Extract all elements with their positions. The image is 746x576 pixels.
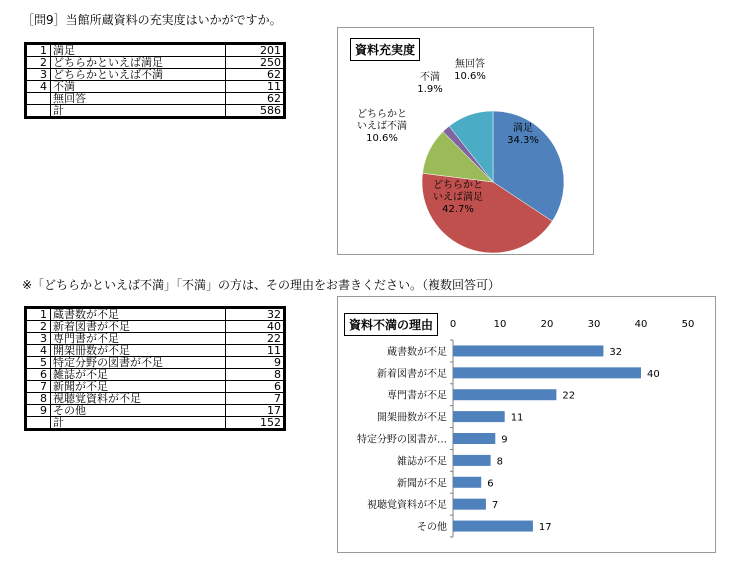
- satisfaction-row: [26, 57, 285, 69]
- satisfaction-row-value: 62: [226, 69, 285, 81]
- satisfaction-row-label: 計: [51, 105, 226, 118]
- reason-row-number: 7: [26, 381, 51, 393]
- reason-row: [26, 369, 285, 381]
- satisfaction-row-value: 11: [226, 81, 285, 93]
- satisfaction-row: [26, 69, 285, 81]
- reason-row: [26, 321, 285, 333]
- reason-row-number: 3: [26, 333, 51, 345]
- satisfaction-row-number: [26, 105, 51, 118]
- reason-row-label: 視聴覚資料が不足: [51, 393, 226, 405]
- bar-chart-title: 資料不満の理由: [344, 313, 438, 336]
- reason-row: [26, 417, 285, 430]
- reason-row-value: 32: [226, 308, 285, 321]
- pie-slice-label: どちらかといえば満足 42.7%: [433, 180, 483, 215]
- pie-chart-title: 資料充実度: [350, 38, 420, 61]
- satisfaction-row-number: 2: [26, 57, 51, 69]
- reason-row-value: 9: [226, 357, 285, 369]
- pie-slice-label: 不満 1.9%: [417, 72, 443, 95]
- satisfaction-row-label: 満足: [51, 44, 226, 57]
- reason-row: [26, 333, 285, 345]
- bar: [453, 499, 486, 510]
- bar: [453, 521, 533, 532]
- reason-row-number: 2: [26, 321, 51, 333]
- category-label: 雑誌が不足: [397, 456, 447, 468]
- bar: [453, 411, 505, 422]
- satisfaction-row: [26, 105, 285, 118]
- reason-row: [26, 381, 285, 393]
- pie-slice-label: 無回答 10.6%: [454, 59, 486, 82]
- reason-row-number: 1: [26, 308, 51, 321]
- x-tick-label: 10: [493, 319, 507, 330]
- category-label: 新着図書が不足: [377, 368, 447, 380]
- reason-row-label: 新聞が不足: [51, 381, 226, 393]
- reason-row: [26, 345, 285, 357]
- satisfaction-table: [24, 42, 286, 119]
- category-label: 蔵書数が不足: [387, 346, 447, 358]
- bar-chart: [338, 297, 715, 552]
- x-tick-label: 40: [634, 319, 648, 330]
- category-label: その他: [417, 522, 447, 534]
- reason-row-number: 9: [26, 405, 51, 417]
- reason-row-number: 4: [26, 345, 51, 357]
- x-tick-label: 50: [681, 319, 695, 330]
- category-label: 視聴覚資料が不足: [367, 500, 447, 512]
- reason-row-number: 8: [26, 393, 51, 405]
- x-tick-label: 0: [449, 319, 457, 330]
- satisfaction-row: [26, 93, 285, 105]
- bar: [453, 433, 495, 444]
- satisfaction-row-value: 201: [226, 44, 285, 57]
- category-label: 特定分野の図書が…: [357, 434, 447, 446]
- bar-value-label: 7: [491, 500, 499, 512]
- pie-chart-frame: [337, 27, 594, 255]
- reason-row-number: 6: [26, 369, 51, 381]
- reason-row: [26, 393, 285, 405]
- bar-value-label: 8: [496, 456, 503, 468]
- bar-value-label: 22: [562, 390, 576, 402]
- bar-value-label: 6: [487, 478, 494, 490]
- bar: [453, 477, 481, 488]
- reason-row-value: 152: [226, 417, 285, 430]
- x-tick-label: 30: [587, 319, 601, 330]
- reason-row: [26, 357, 285, 369]
- reason-row-label: 専門書が不足: [51, 333, 226, 345]
- bar-value-label: 9: [501, 434, 508, 446]
- satisfaction-row-value: 586: [226, 105, 285, 118]
- satisfaction-row-label: 不満: [51, 81, 226, 93]
- bar: [453, 389, 556, 400]
- x-tick-label: 20: [540, 319, 554, 330]
- satisfaction-row-number: 3: [26, 69, 51, 81]
- satisfaction-row-label: 無回答: [51, 93, 226, 105]
- reason-row-label: 蔵書数が不足: [51, 308, 226, 321]
- reason-row-label: 開架冊数が不足: [51, 345, 226, 357]
- reason-row-label: 新着図書が不足: [51, 321, 226, 333]
- satisfaction-row-number: [26, 93, 51, 105]
- reason-row-number: [26, 417, 51, 430]
- bar-value-label: 32: [609, 346, 623, 358]
- reason-row-label: 計: [51, 417, 226, 430]
- reason-row-value: 40: [226, 321, 285, 333]
- reason-row-label: 特定分野の図書が不足: [51, 357, 226, 369]
- satisfaction-row-number: 4: [26, 81, 51, 93]
- bar-value-label: 17: [538, 522, 552, 534]
- bar: [453, 345, 603, 356]
- reason-row-value: 22: [226, 333, 285, 345]
- pie-chart: [338, 28, 593, 254]
- reason-row-label: 雑誌が不足: [51, 369, 226, 381]
- category-label: 専門書が不足: [387, 390, 447, 402]
- satisfaction-row-label: どちらかといえば不満: [51, 69, 226, 81]
- question-9-title: ［問9］当館所蔵資料の充実度はいかがですか。: [22, 13, 282, 27]
- reason-row-value: 17: [226, 405, 285, 417]
- reason-row-label: その他: [51, 405, 226, 417]
- bar-value-label: 40: [647, 368, 660, 380]
- category-label: 開架冊数が不足: [377, 412, 447, 424]
- reason-row-number: 5: [26, 357, 51, 369]
- reason-row-value: 7: [226, 393, 285, 405]
- reasons-table: [24, 306, 286, 431]
- pie-slice-label: どちらかといえば不満 10.6%: [357, 109, 407, 144]
- pie-slice-label: 満足 34.3%: [507, 123, 539, 146]
- bar-chart-frame: [337, 296, 716, 553]
- satisfaction-row-label: どちらかといえば満足: [51, 57, 226, 69]
- satisfaction-row: [26, 44, 285, 57]
- satisfaction-row: [26, 81, 285, 93]
- satisfaction-row-value: 62: [226, 93, 285, 105]
- category-label: 新聞が不足: [397, 478, 447, 490]
- bar: [453, 367, 641, 378]
- reason-row-value: 8: [226, 369, 285, 381]
- satisfaction-row-value: 250: [226, 57, 285, 69]
- reason-note: ※「どちらかといえば不満」「不満」の方は、その理由をお書きください。（複数回答可）: [22, 278, 501, 292]
- reason-row-value: 11: [226, 345, 285, 357]
- bar: [453, 455, 491, 466]
- satisfaction-row-number: 1: [26, 44, 51, 57]
- reason-row-value: 6: [226, 381, 285, 393]
- reason-row: [26, 308, 285, 321]
- reason-row: [26, 405, 285, 417]
- bar-value-label: 11: [510, 412, 524, 424]
